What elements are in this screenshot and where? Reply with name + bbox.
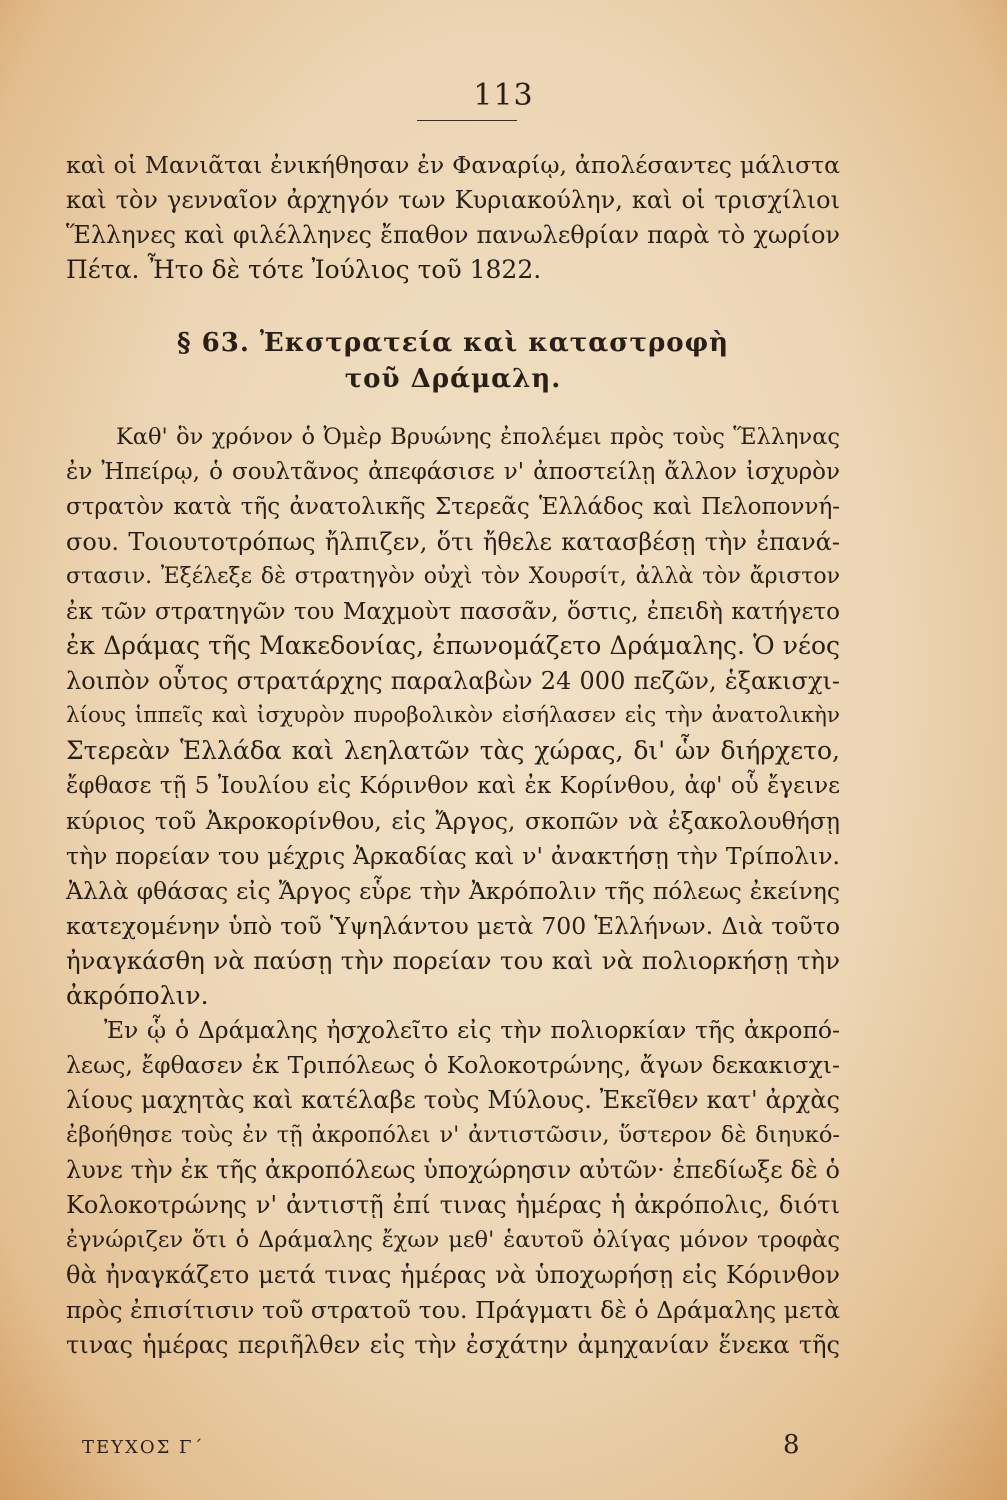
text-line: πρὸς ἐπισίτισιν τοῦ στρατοῦ του. Πράγματι δὲ ὁ Δράμαλης μετὰ (66, 1295, 840, 1324)
text-line: ἐκ τῶν στρατηγῶν του Μαχμοὺτ πασσᾶν, ὅστις, ἐπειδὴ κατήγετο (66, 598, 840, 625)
text-line: Πέτα. Ἦτο δὲ τότε Ἰούλιος τοῦ 1822. (66, 254, 542, 284)
text-line: στρατὸν κατὰ τῆς ἀνατολικῆς Στερεᾶς Ἑλλάδος καὶ Πελοποννή- (66, 493, 840, 520)
text-line: τινας ἡμέρας περιῆλθεν εἰς τὴν ἐσχάτην ἀμηχανίαν ἕνεκα τῆς (66, 1330, 840, 1359)
text-line: κατεχομένην ὑπὸ τοῦ Ὑψηλάντου μετὰ 700 Ἑλλήνων. Διὰ τοῦτο (66, 911, 840, 940)
text-line: Ἐν ᾧ ὁ Δράμαλης ἠσχολεῖτο εἰς τὴν πολιορκίαν τῆς ἀκροπό- (104, 1016, 840, 1045)
text-line: λεως, ἔφθασεν ἐκ Τριπόλεως ὁ Κολοκοτρώνης, ἄγων δεκακισχι- (66, 1051, 840, 1080)
text-line: στασιν. Ἐξέλεξε δὲ στρατηγὸν οὐχὶ τὸν Χουρσίτ, ἀλλὰ τὸν ἄριστον (66, 563, 840, 589)
text-line: Καθ' ὃν χρόνον ὁ Ὀμὲρ Βρυώνης ἐπολέμει πρὸς τοὺς Ἕλληνας (116, 424, 840, 450)
text-line: κύριος τοῦ Ἀκροκορίνθου, εἰς Ἄργος, σκοπῶν νὰ ἐξακολουθήσῃ (66, 806, 840, 835)
text-line: τὴν πορείαν του μέχρις Ἀρκαδίας καὶ ν' ἀνακτήσῃ τὴν Τρίπολιν. (66, 841, 840, 870)
footer-sheet-number: 8 (783, 1430, 800, 1460)
header-rule (417, 120, 517, 121)
text-line: σου. Τοιουτοτρόπως ἤλπιζεν, ὅτι ἤθελε κατασβέσῃ τὴν ἐπανά- (66, 527, 840, 556)
page-number: 113 (473, 78, 534, 113)
text-line: καὶ τὸν γενναῖον ἀρχηγόν των Κυριακούλην, καὶ οἱ τρισχίλιοι (66, 185, 840, 214)
section-heading-line-1: § 63. Ἐκστρατεία καὶ καταστροφὴ (176, 328, 730, 358)
text-line: θὰ ἠναγκάζετο μετά τινας ἡμέρας νὰ ὑποχωρήσῃ εἰς Κόρινθον (66, 1260, 840, 1289)
text-line: Ἕλληνες καὶ φιλέλληνες ἔπαθον πανωλεθρίαν παρὰ τὸ χωρίον (66, 220, 840, 249)
text-line: Στερεὰν Ἑλλάδα καὶ λεηλατῶν τὰς χώρας, δι' ὧν διήρχετο, (66, 736, 840, 766)
text-line: καὶ οἱ Μανιᾶται ἐνικήθησαν ἐν Φαναρίῳ, ἀπολέσαντες μάλιστα (66, 151, 840, 179)
section-heading-line-2: τοῦ Δράμαλη. (344, 364, 562, 394)
text-line: ἀκρόπολιν. (66, 980, 209, 1010)
text-line: ἐβοήθησε τοὺς ἐν τῇ ἀκροπόλει ν' ἀντιστῶσιν, ὕστερον δὲ διηυκό- (66, 1122, 840, 1149)
text-line: ἐκ Δράμας τῆς Μακεδονίας, ἐπωνομάζετο Δράμαλης. Ὁ νέος (66, 631, 840, 661)
text-line: λυνε τὴν ἐκ τῆς ἀκροπόλεως ὑποχώρησιν αὐτῶν· ἐπεδίωξε δὲ ὁ (66, 1156, 840, 1185)
text-line: Ἀλλὰ φθάσας εἰς Ἄργος εὗρε τὴν Ἀκρόπολιν τῆς πόλεως ἐκείνης (66, 876, 840, 905)
text-line: λίους μαχητὰς καὶ κατέλαβε τοὺς Μύλους. Ἐκεῖθεν κατ' ἀρχὰς (66, 1086, 840, 1115)
text-line: ἐν Ἠπείρῳ, ὁ σουλτᾶνος ἀπεφάσισε ν' ἀποστείλῃ ἄλλον ἰσχυρὸν (66, 458, 840, 485)
body-text-main (66, 420, 840, 1362)
footer-signature: ΤΕΥΧΟΣ Γ΄ (82, 1437, 205, 1458)
body-text-upper (66, 148, 840, 288)
text-line: ἐγνώριζεν ὅτι ὁ Δράμαλης ἔχων μεθ' ἑαυτοῦ ὀλίγας μόνον τροφὰς (66, 1226, 840, 1253)
text-line: λίους ἱππεῖς καὶ ἰσχυρὸν πυροβολικὸν εἰσήλασεν εἰς τὴν ἀνατολικὴν (66, 703, 840, 729)
text-line: ἔφθασε τῇ 5 Ἰουλίου εἰς Κόρινθον καὶ ἐκ Κορίνθου, ἀφ' οὗ ἔγεινε (66, 773, 840, 800)
text-line: λοιπὸν οὗτος στρατάρχης παραλαβὼν 24 000 πεζῶν, ἑξακισχι- (66, 667, 840, 696)
text-line: ἠναγκάσθη νὰ παύσῃ τὴν πορείαν του καὶ νὰ πολιορκήσῃ τὴν (66, 945, 840, 975)
text-line: Κολοκοτρώνης ν' ἀντιστῇ ἐπί τινας ἡμέρας ἡ ἀκρόπολις, διότι (66, 1190, 840, 1219)
